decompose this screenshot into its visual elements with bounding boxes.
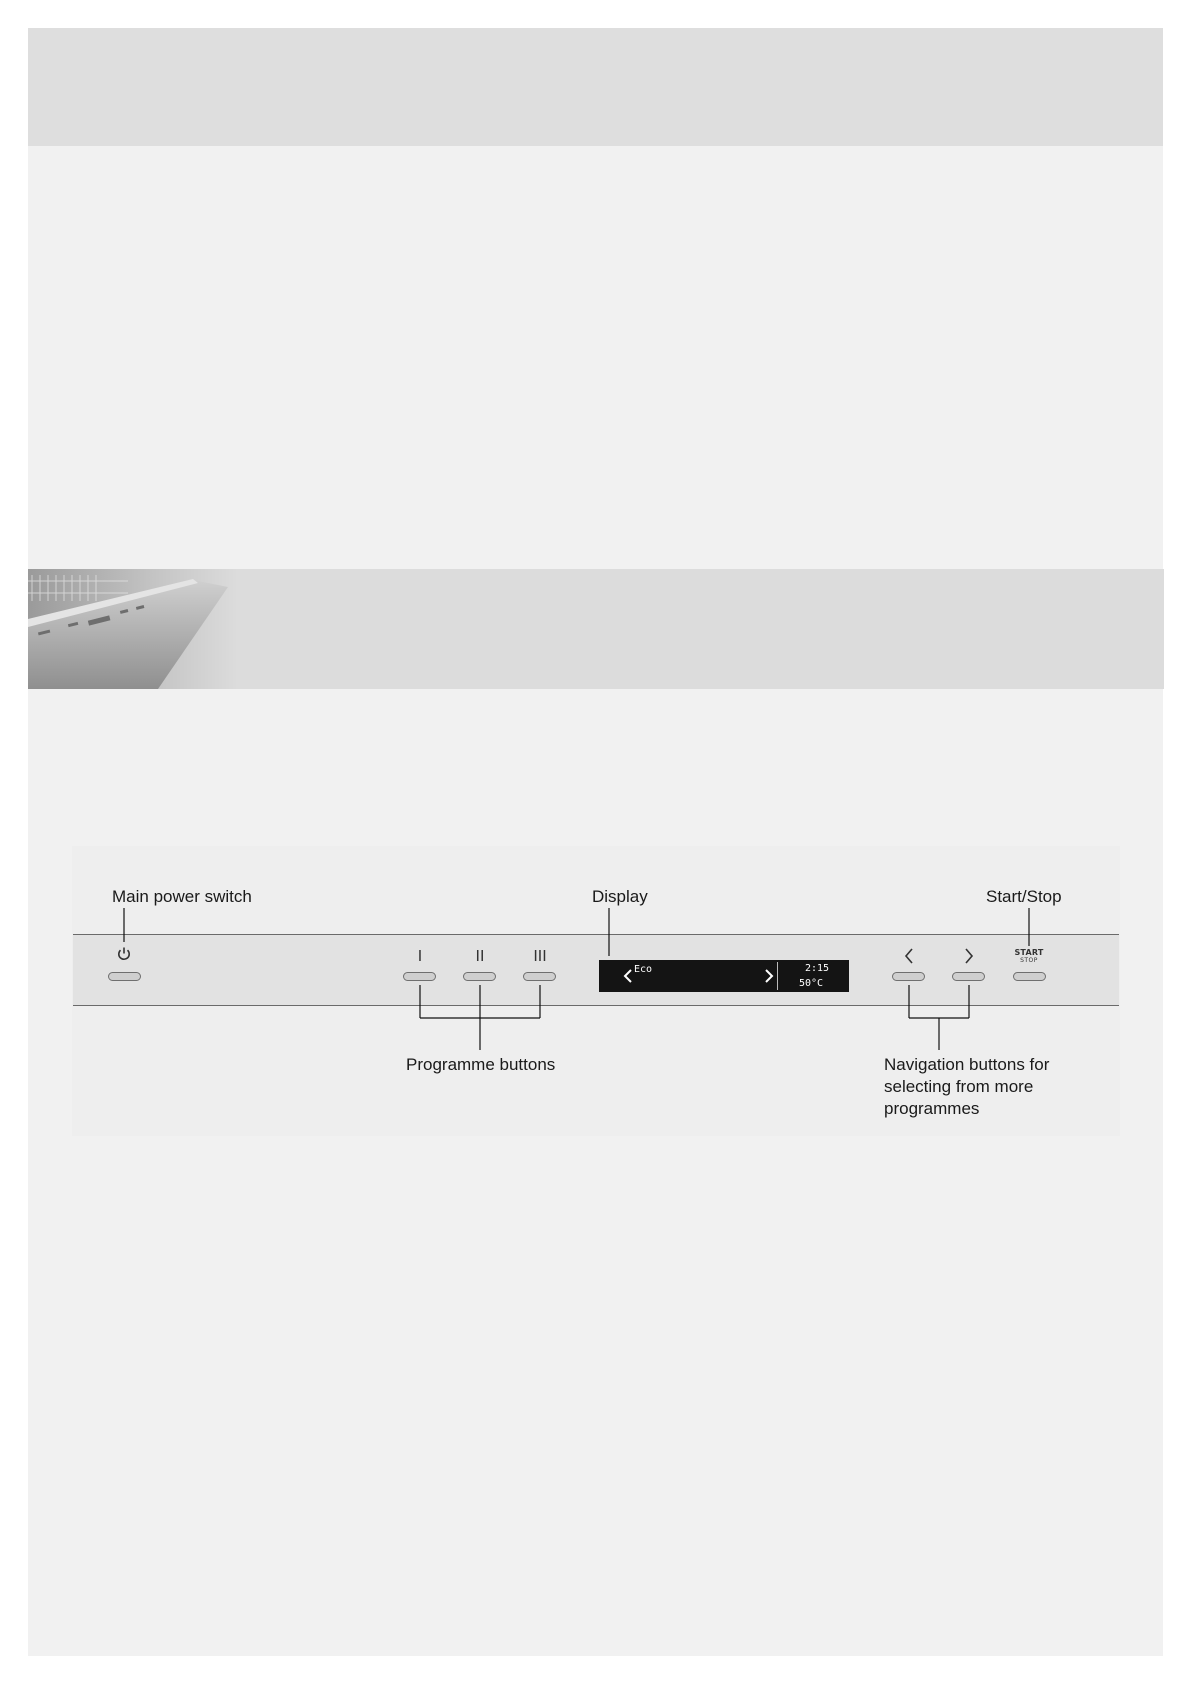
start-glyph-text: START xyxy=(1014,948,1044,957)
label-programme-buttons: Programme buttons xyxy=(406,1055,556,1074)
label-main-power-switch: Main power switch xyxy=(112,887,252,906)
label-start-stop: Start/Stop xyxy=(986,887,1062,906)
programme-3-glyph: III xyxy=(533,948,547,965)
display-time: 2:15 xyxy=(805,963,830,974)
label-display: Display xyxy=(592,887,648,906)
programme-1-glyph: I xyxy=(417,948,423,965)
display-temperature: 50°C xyxy=(799,978,824,989)
programme-2-glyph: II xyxy=(475,948,485,965)
stop-glyph-text: STOP xyxy=(1020,957,1038,964)
label-navigation-buttons: Navigation buttons for selecting from more programmes xyxy=(884,1055,1050,1118)
display-programme-name: Eco xyxy=(634,964,653,975)
